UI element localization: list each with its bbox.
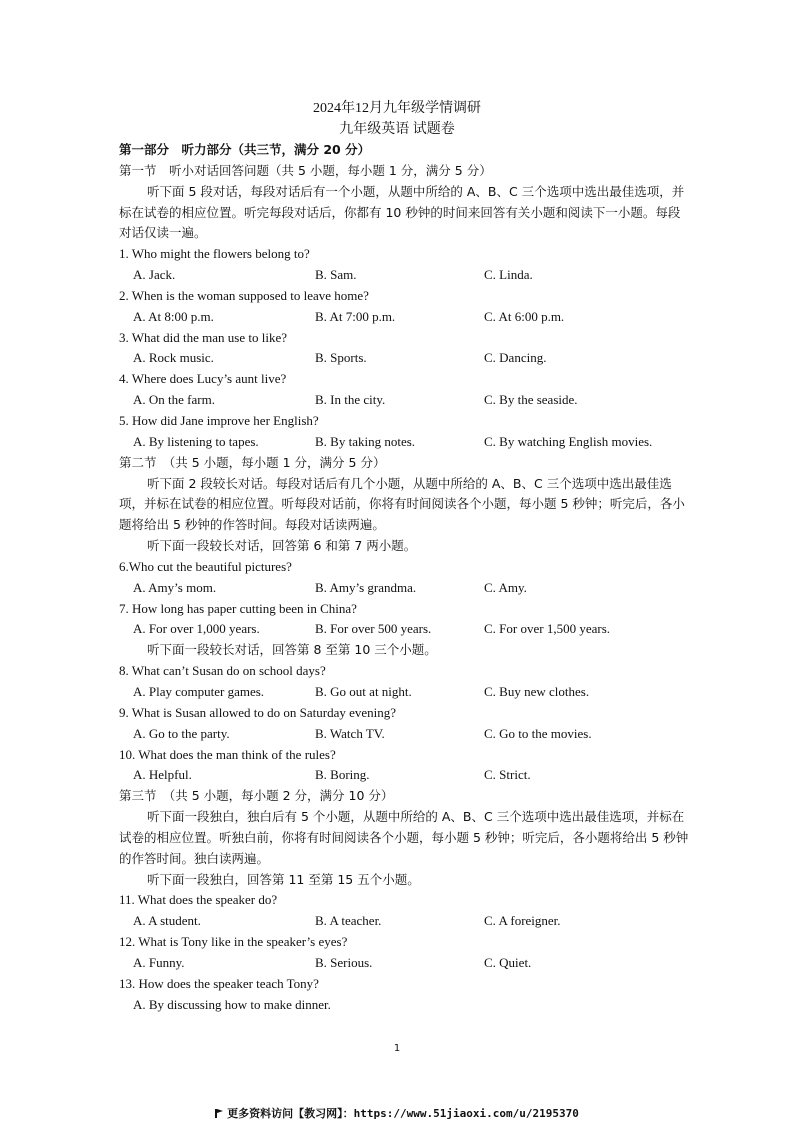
- section2-note-1: 听下面一段较长对话，回答第 6 和第 7 两小题。: [147, 538, 417, 554]
- option-a: A. On the farm.: [133, 392, 215, 408]
- question-3: 3. What did the man use to like?: [119, 329, 287, 345]
- question-10: 10. What does the man think of the rules?: [119, 746, 336, 762]
- options-1: [119, 265, 689, 286]
- option-c: C. Quiet.: [484, 954, 532, 970]
- option-b: B. At 7:00 p.m.: [315, 308, 396, 324]
- exam-subtitle: 九年级英语 试题卷: [339, 122, 455, 137]
- options-8: [119, 682, 689, 703]
- page-number: 1: [393, 1043, 401, 1054]
- option-b: B. Amy’s grandma.: [315, 579, 417, 595]
- option-c: C. Dancing.: [484, 350, 547, 366]
- option-a: A. Helpful.: [133, 767, 192, 783]
- section2-instructions: 听下面 2 段较长对话。每段对话后有几个小题，从题中所给的 A、B、C 三个选项中选出最佳选项，并标在试卷的相应位置。听每段对话前，你将有时间阅读各个小题，每小题 5 秒钟；听完后，各小题将给出 5 秒钟的作答时间。每段对话读两遍。: [119, 475, 685, 533]
- option-b: B. A teacher.: [315, 913, 382, 929]
- footer-link-text[interactable]: 更多资料访问【教习网】：https://www.51jiaoxi.com/u/2195370: [227, 1107, 579, 1120]
- question-1: 1. Who might the flowers belong to?: [119, 246, 310, 262]
- option-b: B. Sam.: [315, 267, 357, 283]
- option-c: C. Amy.: [484, 579, 527, 595]
- option-c: C. By watching English movies.: [484, 433, 653, 449]
- option-b: B. By taking notes.: [315, 433, 416, 449]
- option-b: B. Boring.: [315, 767, 370, 783]
- option-b: B. In the city.: [315, 392, 386, 408]
- options-7: [119, 619, 689, 640]
- option-a: A. Play computer games.: [133, 683, 265, 699]
- options-3: [119, 348, 689, 369]
- option-c: C. A foreigner.: [484, 913, 561, 929]
- section1-instructions: 听下面 5 段对话，每段对话后有一个小题，从题中所给的 A、B、C 三个选项中选出最佳选项，并标在试卷的相应位置。听完每段对话后，你都有 10 秒钟的时间来回答有关小题和阅读下一小题。每段对话仅读一遍。: [119, 183, 685, 241]
- option-a: A. A student.: [133, 913, 201, 929]
- section3-instructions: 听下面一段独白，独白后有 5 个小题，从题中所给的 A、B、C 三个选项中选出最佳选项，并标在试卷的相应位置。听独白前，你将有时间阅读各个小题，每小题 5 秒钟；听完后，各小题将给出 5 秒钟的作答时间。独白读两遍。: [119, 809, 689, 866]
- section2-title: 第二节 （共 5 小题，每小题 1 分，满分 5 分）: [119, 454, 386, 470]
- question-5: 5. How did Jane improve her English?: [119, 412, 319, 428]
- option-c: C. For over 1,500 years.: [484, 621, 611, 637]
- option-c: C. By the seaside.: [484, 392, 578, 408]
- option-c: C. Linda.: [484, 267, 533, 283]
- option-a: A. For over 1,000 years.: [133, 621, 260, 637]
- option-b: B. For over 500 years.: [315, 621, 432, 637]
- option-a: A. Amy’s mom.: [133, 579, 217, 595]
- options-12: [119, 953, 689, 974]
- options-5: [119, 432, 689, 453]
- option-c: C. Go to the movies.: [484, 725, 592, 741]
- question-7: 7. How long has paper cutting been in China?: [119, 600, 357, 616]
- question-13: 13. How does the speaker teach Tony?: [119, 975, 319, 991]
- options-2: [119, 307, 689, 328]
- exam-header: [0, 98, 794, 140]
- question-2: 2. When is the woman supposed to leave home?: [119, 287, 369, 303]
- section3-title: 第三节 （共 5 小题，每小题 2 分，满分 10 分）: [119, 788, 394, 804]
- options-6: [119, 578, 689, 599]
- option-b: B. Go out at night.: [315, 683, 412, 699]
- option-a: A. By discussing how to make dinner.: [133, 996, 331, 1012]
- section1-title: 第一节 听小对话回答问题（共 5 小题，每小题 1 分，满分 5 分）: [119, 162, 492, 178]
- question-4: 4. Where does Lucy’s aunt live?: [119, 371, 287, 387]
- option-a: A. At 8:00 p.m.: [133, 308, 214, 324]
- footer-promo: [0, 1105, 794, 1121]
- question-6: 6.Who cut the beautiful pictures?: [119, 558, 292, 574]
- options-11: [119, 911, 689, 932]
- exam-body: [119, 140, 689, 1015]
- section2-note-2: 听下面一段较长对话，回答第 8 至第 10 三个小题。: [147, 642, 437, 658]
- options-10: [119, 765, 689, 786]
- option-a: A. Rock music.: [133, 350, 214, 366]
- option-c: C. At 6:00 p.m.: [484, 308, 565, 324]
- options-4: [119, 390, 689, 411]
- part1-title: 第一部分 听力部分（共三节，满分 20 分）: [119, 142, 371, 157]
- option-a: A. By listening to tapes.: [133, 433, 259, 449]
- option-b: B. Watch TV.: [315, 725, 385, 741]
- question-8: 8. What can’t Susan do on school days?: [119, 663, 326, 679]
- question-9: 9. What is Susan allowed to do on Saturday evening?: [119, 704, 397, 720]
- option-a: A. Funny.: [133, 954, 185, 970]
- question-11: 11. What does the speaker do?: [119, 892, 278, 908]
- option-a: A. Go to the party.: [133, 725, 230, 741]
- option-b: B. Serious.: [315, 954, 373, 970]
- exam-title: 2024年12月九年级学情调研: [313, 101, 481, 116]
- option-a: A. Jack.: [133, 267, 176, 283]
- section3-note: 听下面一段独白，回答第 11 至第 15 五个小题。: [147, 871, 420, 887]
- option-b: B. Sports.: [315, 350, 367, 366]
- question-12: 12. What is Tony like in the speaker’s eyes?: [119, 934, 348, 950]
- options-9: [119, 724, 689, 745]
- option-c: C. Buy new clothes.: [484, 683, 590, 699]
- flag-icon: [215, 1109, 223, 1118]
- option-c: C. Strict.: [484, 767, 531, 783]
